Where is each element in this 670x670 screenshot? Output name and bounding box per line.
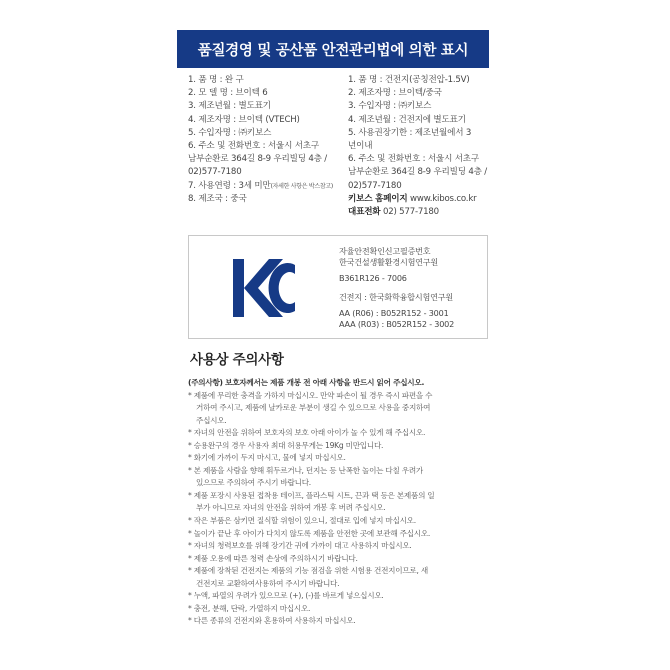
battery-info-column (348, 74, 488, 219)
battery-cert-institute: 건전지 : 한국화학융합시험연구원 (339, 292, 453, 303)
toy-origin: 8. 제조국 : 중국 (188, 193, 247, 204)
toy-item-name: 1. 품 명 : 완 구 (188, 75, 244, 85)
battery-manufacturer: 2. 제조자명 : 브이텍/중국 (348, 88, 442, 99)
homepage-link[interactable]: www.kibos.co.kr (407, 193, 477, 204)
caution-item: * 작은 부품은 삼키면 질식할 위험이 있으니, 절대로 입에 넣지 마십시오. (188, 516, 416, 526)
toy-address: 남부순환로 364길 8-9 우리빌딩 4층 / (188, 154, 327, 165)
cert-institute: 한국건설생활환경시험연구원 (339, 257, 439, 268)
age-note: (자세한 사항은 박스참고) (270, 182, 333, 190)
caution-heading: 사용상 주의사항 (190, 352, 284, 368)
caution-item-continued: 건전지로 교환하여사용하여 주시기 바랍니다. (196, 578, 340, 588)
caution-item-continued: 거하여 주시고, 제품에 날카로운 부분이 생길 수 있으므로 사용을 중지하여 (196, 403, 431, 413)
phone-line (348, 206, 488, 219)
caution-item: * 자녀의 안전을 위하여 보호자의 보호 아래 아이가 놀 수 있게 해 주십시오. (188, 428, 426, 438)
battery-item-name: 1. 품 명 : 건전지(공칭전압-1.5V) (348, 75, 470, 85)
toy-importer: 5. 수입자명 : ㈜키보스 (188, 127, 272, 138)
caution-item-continued: 주십시오. (196, 415, 227, 425)
caution-item: * 제품에 무리한 충격을 가하지 마십시오. 만약 파손이 될 경우 즉시 파편을 수 (188, 390, 433, 400)
age-text: 7. 사용연령 : 3세 미만 (188, 180, 271, 191)
caution-item: * 본 제품을 사람을 향해 휘두르거나, 던지는 등 난폭한 놀이는 다칠 우려가 (188, 465, 423, 475)
caution-list (188, 377, 488, 628)
caution-item: * 제품에 장착된 건전지는 제품의 기능 점검을 위한 시험용 건전지이므로, 새 (188, 566, 428, 576)
toy-age (188, 180, 348, 193)
caution-item-continued: 있으므로 주의하여 주시기 바랍니다. (196, 478, 311, 488)
toy-model-name: 2. 모 델 명 : 브이텍 6 (188, 88, 268, 99)
phone-label: 대표전화 (348, 207, 381, 218)
certification-box (188, 235, 488, 339)
battery-address: 남부순환로 364길 8-9 우리빌딩 4층 / (348, 167, 487, 178)
cert-label: 자율안전확인신고필증번호 (339, 246, 431, 256)
caution-item: * 승용완구의 경우 사용자 최대 허용무게는 19Kg 미만입니다. (188, 440, 384, 450)
caution-item: * 다른 종류의 건전지와 혼용하여 사용하지 마십시오. (188, 616, 356, 626)
caution-item: * 제품 오용에 따른 청력 손상에 주의하시기 바랍니다. (188, 553, 358, 563)
caution-item: * 제품 포장시 사용된 접착용 테이프, 플라스틱 시트, 끈과 택 등은 본제품의 일 (188, 490, 435, 500)
battery-expiry-cont: 년이내 (348, 141, 373, 152)
toy-manufacturer: 4. 제조자명 : 브이텍 (VTECH) (188, 114, 300, 125)
kc-mark-icon (233, 253, 297, 323)
toy-info-column (188, 74, 348, 206)
caution-items (188, 390, 488, 628)
caution-item: * 놀이가 끝난 후 아이가 다치지 않도록 제품을 안전한 곳에 보관해 주십시오. (188, 528, 431, 538)
battery-cert-aa: AA (R06) : B052R152 - 3001 (339, 307, 449, 318)
title-text: 품질경영 및 공산품 안전관리법에 의한 표시 (197, 42, 469, 59)
battery-phone: 02)577-7180 (348, 180, 402, 191)
toy-address-label: 6. 주소 및 전화번호 : 서울시 서초구 (188, 141, 320, 152)
caution-item: * 화기에 가까이 두지 마시고, 물에 넣지 마십시오. (188, 453, 346, 463)
battery-cert-aaa: AAA (R03) : B052R152 - 3002 (339, 319, 455, 330)
caution-item: * 자녀의 청력보호를 위해 장기간 귀에 가까이 대고 사용하지 마십시오. (188, 541, 412, 551)
page-title (177, 30, 489, 68)
homepage-label: 키보스 홈페이지 (348, 193, 408, 204)
battery-manufacture-date: 4. 제조년월 : 건전지에 별도표기 (348, 114, 466, 125)
cert-number: B361R126 - 7006 (339, 272, 407, 283)
battery-address-label: 6. 주소 및 전화번호 : 서울시 서초구 (348, 154, 480, 165)
battery-expiry: 5. 사용권장기한 : 제조년월에서 3 (348, 127, 472, 138)
homepage-line (348, 193, 488, 206)
phone-value: 02) 577-7180 (380, 207, 439, 218)
toy-phone: 02)577-7180 (188, 167, 242, 178)
caution-item-continued: 부가 아니므로 자녀의 안전을 위하여 개봉 후 버려 주십시오. (196, 503, 386, 513)
caution-item: * 충전, 분해, 단락, 가열하지 마십시오. (188, 603, 311, 613)
caution-intro: (주의사항) 보호자께서는 제품 개봉 전 아래 사항을 반드시 읽어 주십시오. (188, 378, 425, 387)
battery-importer: 3. 수입자명 : ㈜키보스 (348, 101, 432, 112)
certification-details (339, 246, 454, 330)
caution-item: * 누액, 파열의 우려가 있으므로 (+), (-)를 바르게 넣으십시오. (188, 591, 384, 601)
toy-manufacture-date: 3. 제조년월 : 별도표기 (188, 101, 271, 112)
